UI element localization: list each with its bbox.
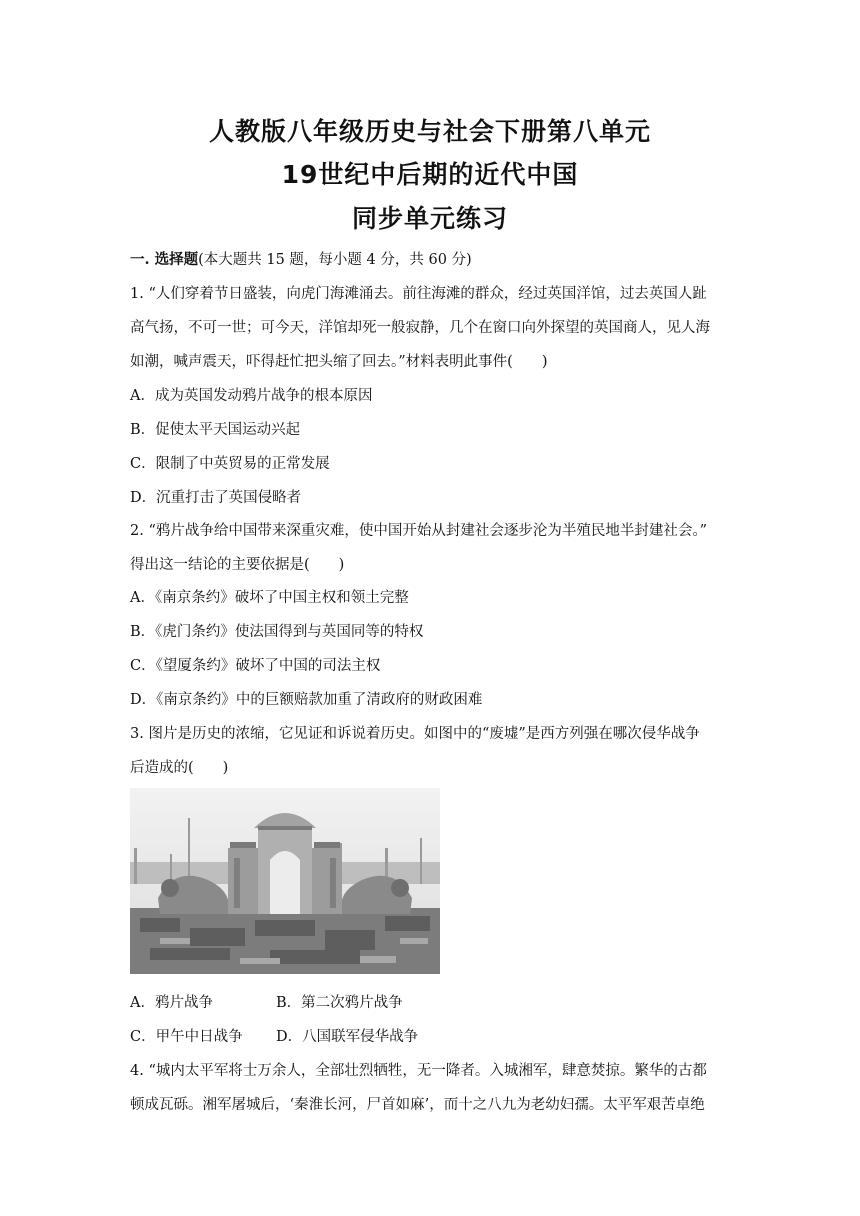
- q4-stem-line: 顿成瓦砾。湘军屠城后，‘秦淮长河，尸首如麻’，而十之八九为老幼妇孺。太平军艰苦卓绝: [130, 1097, 705, 1113]
- section-header: [130, 248, 472, 269]
- ruins-photo: [130, 788, 440, 974]
- q1-option-d: D．沉重打击了英国侵略者: [130, 490, 302, 506]
- q4-stem-line: 4. “城内太平军将士万余人，全部壮烈牺牲，无一降者。入城湘军，肆意焚掠。繁华的古都: [130, 1063, 707, 1079]
- q3-option-a: A．鸦片战争: [130, 995, 213, 1011]
- q3-option-b: B．第二次鸦片战争: [276, 995, 403, 1011]
- ruins-photo-drawing: [130, 788, 440, 974]
- section-head: 一. 选择题: [130, 251, 199, 268]
- q3-options-row1: [130, 991, 403, 1012]
- q2-option-d: D．《南京条约》中的巨额赔款加重了清政府的财政困难: [130, 692, 483, 708]
- q3-stem-line: 3. 图片是历史的浓缩，它见证和诉说着历史。如图中的“废墟”是西方列强在哪次侵华战争: [130, 726, 700, 742]
- section-note: (本大题共 15 题，每小题 4 分，共 60 分): [198, 252, 472, 268]
- q1-option-b: B．促使太平天国运动兴起: [130, 422, 301, 438]
- q3-stem-line: 后造成的( ): [130, 760, 229, 776]
- q3-option-d: D．八国联军侵华战争: [276, 1029, 419, 1045]
- q2-stem-line: 2. “鸦片战争给中国带来深重灾难，使中国开始从封建社会逐步沦为半殖民地半封建社会。”: [130, 523, 708, 539]
- q3-option-c: C．甲午中日战争: [130, 1029, 243, 1045]
- document-title-line1: 人教版八年级历史与社会下册第八单元: [208, 117, 651, 146]
- q1-option-c: C．限制了中英贸易的正常发展: [130, 456, 330, 472]
- document-title-line2: 19世纪中后期的近代中国: [281, 160, 579, 189]
- q2-option-a: A．《南京条约》破坏了中国主权和领土完整: [130, 590, 409, 606]
- document-title-line3: 同步单元练习: [351, 204, 508, 233]
- q1-option-a: A．成为英国发动鸦片战争的根本原因: [130, 388, 373, 404]
- q2-option-c: C．《望厦条约》破坏了中国的司法主权: [130, 658, 381, 674]
- q1-stem-line: 如潮，喊声震天，吓得赶忙把头缩了回去。”材料表明此事件( ): [130, 354, 548, 370]
- q2-option-b: B．《虎门条约》使法国得到与英国同等的特权: [130, 624, 424, 640]
- q2-stem-line: 得出这一结论的主要依据是( ): [130, 557, 345, 573]
- q1-stem-line: 1. “人们穿着节日盛装，向虎门海滩涌去。前往海滩的群众，经过英国洋馆，过去英国人趾: [130, 286, 707, 302]
- q1-stem-line: 高气扬，不可一世；可今天，洋馆却死一般寂静，几个在窗口向外探望的英国商人，见人海: [130, 320, 710, 336]
- q3-options-row2: [130, 1025, 418, 1046]
